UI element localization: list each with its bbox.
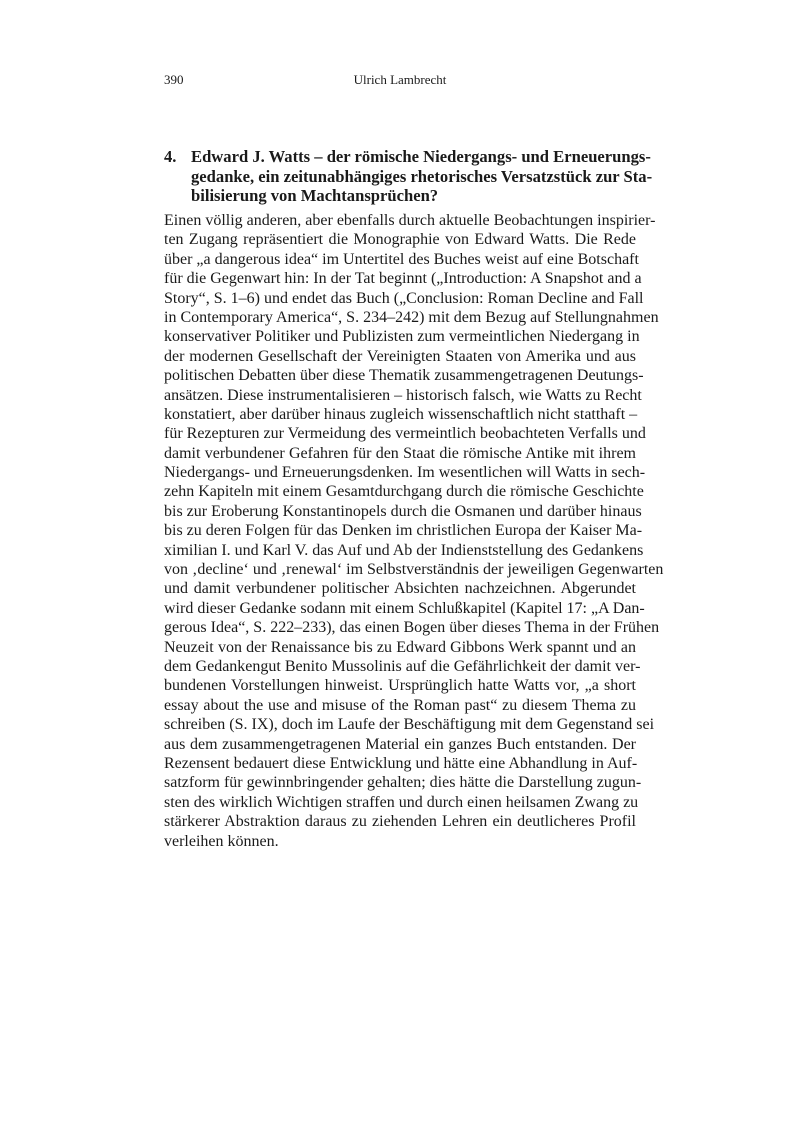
text-line: Rezensent bedauert diese Entwicklung und hätte eine Abhandlung in Auf- [164,754,638,772]
section-number: 4. [164,147,177,166]
section-title-line: Edward J. Watts – der römische Niedergangs- und Erneuerungs- [191,147,651,166]
text-line: bis zur Eroberung Konstantinopels durch die Osmanen und darüber hinaus [164,502,642,520]
text-line: verleihen können. [164,832,279,850]
page-number: 390 [164,72,184,87]
running-header [164,72,636,90]
text-line: für die Gegenwart hin: In der Tat beginnt („Introduction: A Snapshot and a [164,270,642,288]
text-line: politischen Debatten über diese Thematik zusammengetragenen Deutungs- [164,367,644,385]
text-line: Einen völlig anderen, aber ebenfalls durch aktuelle Beobachtungen inspirier- [164,212,656,229]
text-line: essay about the use and misuse of the Roman past“ zu diesem Thema zu [164,696,636,714]
text-line: konstatiert, aber darüber hinaus zugleich wissenschaftlich nicht statthaft – [164,405,638,423]
text-line: ten Zugang repräsentiert die Monographie von Edward Watts. Die Rede [164,231,636,249]
text-line: zehn Kapiteln mit einem Gesamtdurchgang durch die römische Geschichte [164,483,644,501]
text-line: der modernen Gesellschaft der Vereinigten Staaten von Amerika und aus [164,347,636,365]
text-line: gerous Idea“, S. 222–233), das einen Bogen über dieses Thema in der Frühen [164,619,660,637]
text-line: aus dem zusammengetragenen Material ein ganzes Buch entstanden. Der [164,735,636,753]
text-line: von ‚decline‘ und ‚renewal‘ im Selbstverständnis der jeweiligen Gegenwarten [164,561,664,579]
text-line: in Contemporary America“, S. 234–242) mit dem Bezug auf Stellungnahmen [164,308,659,326]
running-header-author: Ulrich Lambrecht [353,72,447,87]
section-heading [164,147,653,206]
section-title-line: gedanke, ein zeitunabhängiges rhetorisches Versatzstück zur Sta- [191,166,653,186]
text-line: Neuzeit von der Renaissance bis zu Edward Gibbons Werk spannt und an [164,638,636,656]
text-line: satzform für gewinnbringender gehalten; dies hätte die Darstellung zugun- [164,774,642,792]
text-line: Story“, S. 1–6) und endet das Buch („Conclusion: Roman Decline and Fall [164,289,644,307]
text-line: dem Gedankengut Benito Mussolinis auf die Gefährlichkeit der damit ver- [164,657,641,675]
text-line: ansätzen. Diese instrumentalisieren – historisch falsch, wie Watts zu Recht [164,386,642,404]
text-line: Niedergangs- und Erneuerungsdenken. Im wesentlichen will Watts in sech- [164,464,646,482]
text-line: stärkerer Abstraktion daraus zu ziehenden Lehren ein deutlicheres Profil [164,813,636,831]
text-line: für Rezepturen zur Vermeidung des vermeintlich beobachteten Verfalls und [164,425,646,443]
text-line: ximilian I. und Karl V. das Auf und Ab der Indienststellung des Gedankens [164,541,644,559]
text-line: und damit verbundener politischer Absichten nachzeichnen. Abgerundet [164,580,636,598]
text-line: bis zu deren Folgen für das Denken im christlichen Europa der Kaiser Ma- [164,522,643,540]
text-line: schreiben (S. IX), doch im Laufe der Beschäftigung mit dem Gegenstand sei [164,716,655,734]
body-paragraph [164,211,664,851]
text-line: über „a dangerous idea“ im Untertitel des Buches weist auf eine Botschaft [164,250,639,268]
text-line: konservativer Politiker und Publizisten zum vermeintlichen Niedergang in [164,328,640,346]
text-line: wird dieser Gedanke sodann mit einem Schlußkapitel (Kapitel 17: „A Dan- [164,599,645,617]
text-line: sten des wirklich Wichtigen straffen und durch einen heilsamen Zwang zu [164,793,639,811]
text-line: damit verbundener Gefahren für den Staat die römische Antike mit ihrem [164,444,636,462]
text-line: bundenen Vorstellungen hinweist. Ursprünglich hatte Watts vor, „a short [164,677,636,695]
section-title-line: bilisierung von Machtansprüchen? [191,186,439,206]
